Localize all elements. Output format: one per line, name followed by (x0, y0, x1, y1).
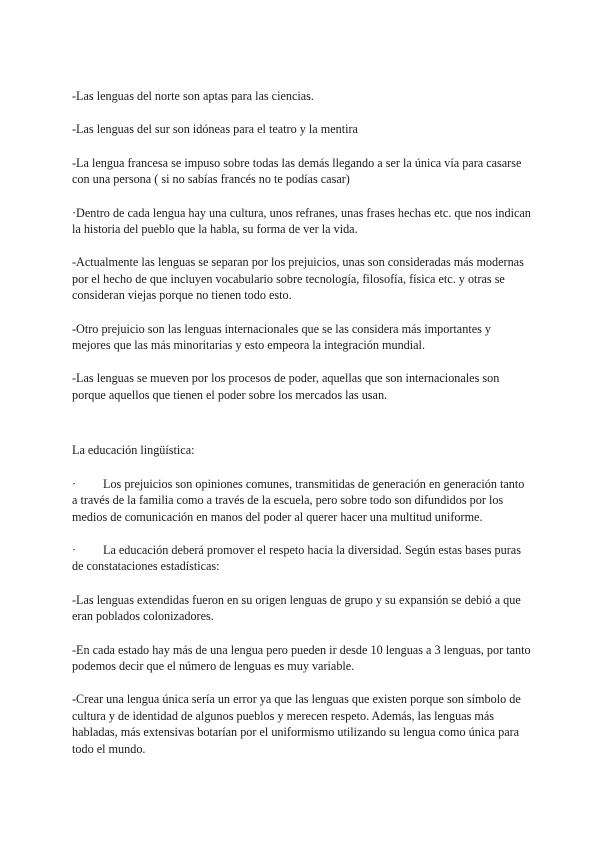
bullet-dot-icon: · (72, 542, 77, 557)
section-heading: La educación lingüística: (72, 443, 195, 458)
bullet-dot-icon: · (72, 476, 77, 491)
paragraph-international-languages: -Otro prejuicio son las lenguas internacionales que se las considera más importantes y mejores que las más minoritarias y esto empeora la integración mundial. (72, 321, 491, 353)
bullet-text: La educación deberá promover el respeto hacia la diversidad. Según estas bases puras de constataciones estadísticas: (72, 542, 521, 574)
paragraph-power-processes: -Las lenguas se mueven por los procesos de poder, aquellas que son internacionales son porque aquellos que tienen el poder sobre los mercados las usan. (72, 371, 500, 402)
paragraph-culture-within-language: ·Dentro de cada lengua hay una cultura, unos refranes, unas frases hechas etc. que nos indican la historia del pueblo que la habla, su forma de ver la vida. (72, 205, 531, 237)
spacer (72, 420, 532, 442)
bullet-item-education (72, 542, 532, 575)
paragraph-south-languages: -Las lenguas del sur son idóneas para el teatro y la mentira (72, 122, 358, 137)
paragraph-languages-per-state: -En cada estado hay más de una lengua pero pueden ir desde 10 lenguas a 3 lenguas, por tanto podemos decir que el número de lenguas es muy variable. (72, 642, 531, 673)
bullet-text: Los prejuicios son opiniones comunes, transmitidas de generación en generación tanto a través de la familia como a través de la escuela, pero sobre todo son difundidos por los medios de comunicación en manos del poder al querer hacer una multitud uniforme. (72, 476, 525, 524)
paragraph-north-languages: -Las lenguas del norte son aptas para las ciencias. (72, 89, 314, 103)
paragraph-extended-languages: -Las lenguas extendidas fueron en su origen lenguas de grupo y su expansión se debió a que eran poblados colonizadores. (72, 592, 521, 624)
paragraph-single-language: -Crear una lengua única sería un error ya que las lenguas que existen porque son símbolo de cultura y de identidad de algunos pueblos y merecen respeto. Además, las lenguas más habladas, más extensivas botarían por el uniformismo utilizando su lengua como única para todo el mundo. (72, 692, 521, 756)
paragraph-french-language: -La lengua francesa se impuso sobre todas las demás llegando a ser la única vía para casarse con una persona ( si no sabías francés no te podías casar) (72, 155, 522, 187)
document-body (72, 88, 532, 774)
bullet-item-prejudices (72, 476, 532, 525)
paragraph-prejudice-modern: -Actualmente las lenguas se separan por los prejuicios, unas son consideradas más modernas por el hecho de que incluyen vocabulario sobre tecnología, filosofía, física etc. y otras se consideran viejas porque no tienen todo esto. (72, 255, 524, 303)
